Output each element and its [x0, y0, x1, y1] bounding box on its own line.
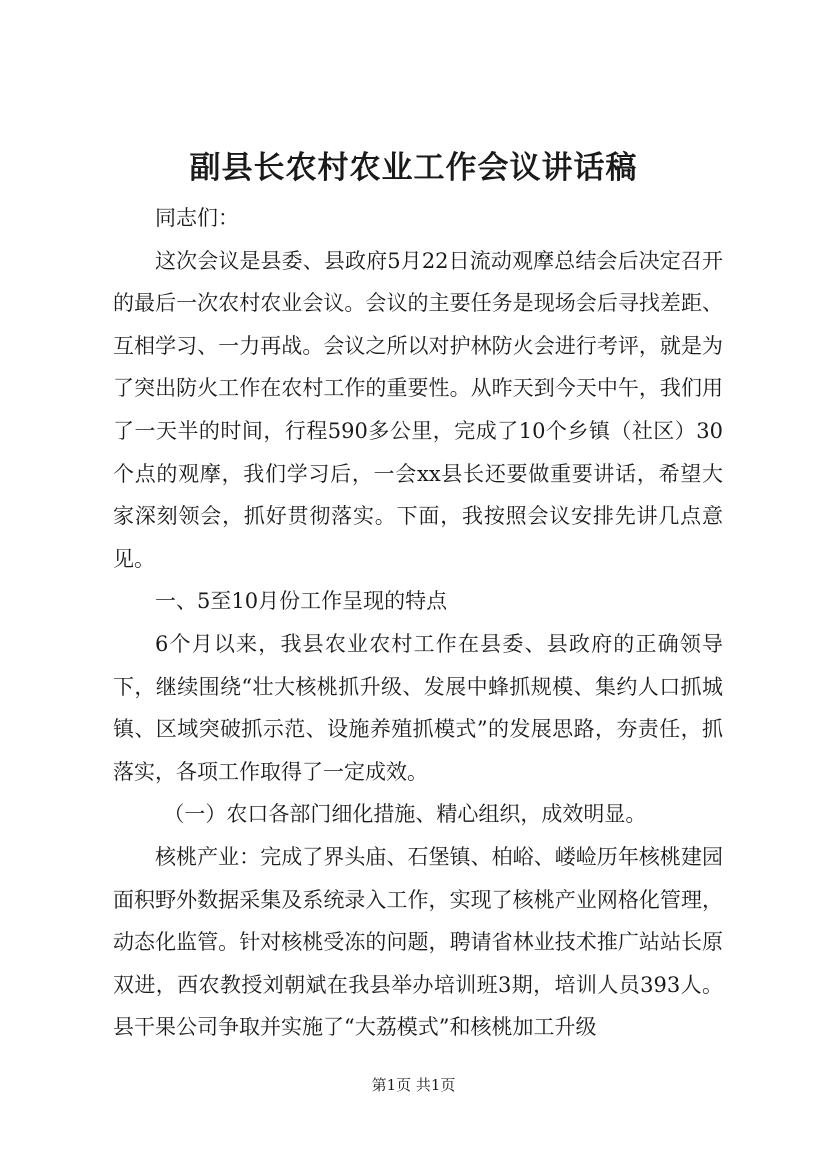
paragraph-walnut-industry: 核桃产业：完成了界头庙、石堡镇、柏峪、嵝崄历年核桃建园面积野外数据采集及系统录入工作，实现了核桃产业网格化管理，动态化监管。针对核桃受冻的问题，聘请省林业技术推广站站长原双进，西农教授刘朝斌在我县举办培训班3期，培训人员393人。县干果公司争取并实施了“大荔模式”和核桃加工升级 — [113, 844, 723, 1040]
section-heading-1: 一、5至10月份工作呈现的特点 — [155, 589, 448, 614]
document-body — [113, 197, 723, 1049]
subsection-heading-1: （一）农口各部门细化措施、精心组织，成效明显。 — [163, 802, 647, 827]
salutation: 同志们： — [155, 206, 239, 230]
paragraph-intro: 这次会议是县委、县政府5月22日流动观摩总结会后决定召开的最后一次农村农业会议。会议的主要任务是现场会后寻找差距、互相学习、一力再战。会议之所以对护林防火会进行考评，就是为了突出防火工作在农村工作的重要性。从昨天到今天中午，我们用了一天半的时间，行程590多公里，完成了10个乡镇（社区）30个点的观摩，我们学习后，一会xx县长还要做重要讲话，希望大家深刻领会，抓好贯彻落实。下面，我按照会议安排先讲几点意见。 — [113, 248, 723, 571]
paragraph-section-1: 6个月以来，我县农业农村工作在县委、县政府的正确领导下，继续围绕“壮大核桃抓升级、发展中蜂抓规模、集约人口抓城镇、区域突破抓示范、设施养殖抓模式”的发展思路，夯责任，抓落实，各项工作取得了一定成效。 — [113, 631, 723, 784]
document-title: 副县长农村农业工作会议讲话稿 — [189, 150, 638, 186]
page-footer: 第1页 共1页 — [371, 1076, 456, 1094]
